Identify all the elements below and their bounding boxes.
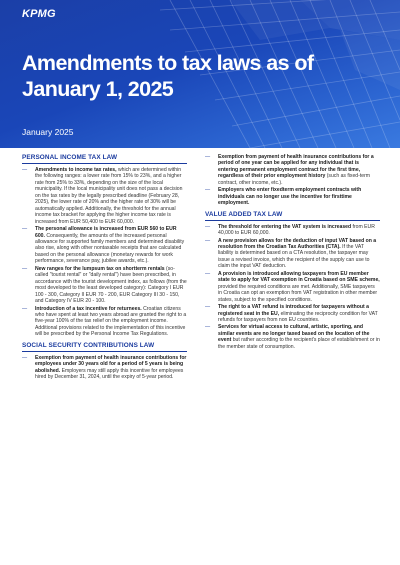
item-lead: A provision is introduced allowing taxpayers from EU member state to apply for VAT exemption in Croatia based on SME scheme, bbox=[218, 270, 380, 284]
list-item bbox=[22, 226, 187, 265]
dash-bullet: — bbox=[22, 354, 28, 361]
list-item bbox=[205, 271, 380, 303]
dash-bullet: — bbox=[205, 324, 211, 331]
left-column bbox=[22, 154, 187, 382]
item-lead: Services for virtual access to cultural, artistic, sporting, and similar events are no longer taxed based on the location of the event bbox=[218, 324, 370, 344]
item-lead: Introduction of a tax incentive for returnees. bbox=[35, 305, 142, 312]
dash-bullet: — bbox=[205, 187, 211, 194]
item-text: but rather according to the recipient's place of establishment or in the member state of consumption. bbox=[218, 337, 380, 350]
header-banner bbox=[0, 0, 400, 148]
item-lead: Exemption from payment of health insurance contributions for a period of one year can be applied for any individual that is entering permanent employment contract for the first time, regardless of their prior employment history bbox=[218, 154, 374, 180]
item-lead: New ranges for the lumpsum tax on shortterm rentals bbox=[35, 265, 165, 272]
item-text: Employers may still apply this incentive for employees hired by December 31, 2024, until the expiry of 5-year period. bbox=[35, 367, 184, 381]
item-text: provided the required conditions are met. Additionally, SME taxpayers in Croatia can opt an exemption from VAT registration in other member states, subject to the specified conditions. bbox=[218, 283, 378, 303]
item-lead: Exemption from payment of health insurance contributions for employees under 30 years old for a period of 5 years is being abolished. bbox=[35, 354, 187, 374]
dash-bullet: — bbox=[22, 265, 28, 272]
list-item bbox=[205, 304, 380, 323]
list-item bbox=[205, 187, 380, 206]
list-item bbox=[22, 266, 187, 305]
item-text: which are determined within the following ranges: a lower rate from 15% to 23%, and a higher rate from 25% to 33%, depending on the size of the local municipality. If the local municipality unit does not pass a decision on the tax rates by the legally prescribed deadline (February 28, 2025), the lower rate of 20% and the higher rate of 30% will be automatically applied. Additionally, the threshold for the annual income tax bracket for applying the higher income tax rate is increased from EUR 50,400 to EUR 60,000. bbox=[35, 167, 183, 225]
page-title: Amendments to tax laws as of January 1, 2025 bbox=[22, 51, 314, 101]
social-security-list bbox=[22, 355, 187, 381]
item-text: from EUR 40,000 to EUR 60,000. bbox=[218, 223, 375, 237]
dash-bullet: — bbox=[205, 237, 211, 244]
list-item bbox=[22, 355, 187, 381]
dash-bullet: — bbox=[22, 167, 28, 173]
right-column bbox=[205, 154, 380, 351]
list-item bbox=[22, 306, 187, 338]
section-title-vat: VALUE ADDED TAX LAW bbox=[205, 211, 380, 221]
section-title-personal-income-tax: PERSONAL INCOME TAX LAW bbox=[22, 154, 187, 164]
item-text: (such as fixed-term contract, other income, etc.). bbox=[218, 173, 371, 186]
vat-list bbox=[205, 224, 380, 351]
item-lead: The personal allowance is increased from EUR 560 to EUR 600. bbox=[35, 226, 177, 239]
social-security-list-continued bbox=[205, 154, 380, 207]
section-title-social-security: SOCIAL SECURITY CONTRIBUTIONS LAW bbox=[22, 342, 187, 352]
item-text: (so-called "tourist rental" or "daily rental") have been prescribed, in accordance with the tourist development index, as follows (from the most developed to the least developed category): Category I EUR 100 - 300, Category II EUR 70 - 200, EUR Category III 30 - 150, and Category IV EUR 20 - 100. bbox=[35, 265, 187, 305]
dash-bullet: — bbox=[22, 226, 28, 233]
item-text: Consequently, the amounts of the increased personal allowance for supported family members and determined disability also rise, along with other nontaxable receipts that are calculated based on the personal allowance (monetary rewards for work performance, severance pay, jubilee awards, etc.). bbox=[35, 232, 185, 265]
personal-income-tax-list bbox=[22, 167, 187, 338]
item-lead: A new provision allows for the deduction of input VAT based on a resolution from the Croatian Tax Authorities (CTA). bbox=[218, 237, 377, 250]
item-text: If the VAT liability is determined based on a CTA resolution, the taxpayer may issue a revised invoice, which the recipient of the supply can use to claim the input VAT deduction. bbox=[218, 243, 370, 270]
list-item bbox=[205, 154, 380, 186]
kpmg-logo: KPMG bbox=[22, 8, 56, 20]
item-text: eliminating the reciprocity condition for VAT refunds for taxpayers from non EU countries. bbox=[218, 310, 378, 323]
publication-date: January 2025 bbox=[22, 127, 74, 137]
dash-bullet: — bbox=[205, 154, 211, 160]
item-text: Croatian citizens who have spent at least two years abroad are granted the right to a five-year 100% of the tax relief on the employment income. Additional provisions related to the implementation of this incentive will be prescribed by the Personal Income Tax Regulations. bbox=[35, 305, 187, 338]
item-lead: Amendments to income tax rates, bbox=[35, 167, 117, 173]
list-item bbox=[205, 238, 380, 270]
item-lead: The threshold for entering the VAT system is increased bbox=[218, 223, 352, 230]
dash-bullet: — bbox=[205, 304, 211, 311]
item-lead: Employers who enter fixedterm employment contracts with individuals can no longer use the incentive for firsttime employment. bbox=[218, 187, 362, 207]
list-item bbox=[205, 324, 380, 350]
dash-bullet: — bbox=[22, 305, 28, 312]
item-lead: The right to a VAT refund is introduced for taxpayers without a registered seat in the EU, bbox=[218, 304, 369, 317]
dash-bullet: — bbox=[205, 223, 211, 230]
list-item bbox=[22, 167, 187, 225]
list-item bbox=[205, 224, 380, 237]
dash-bullet: — bbox=[205, 270, 211, 277]
